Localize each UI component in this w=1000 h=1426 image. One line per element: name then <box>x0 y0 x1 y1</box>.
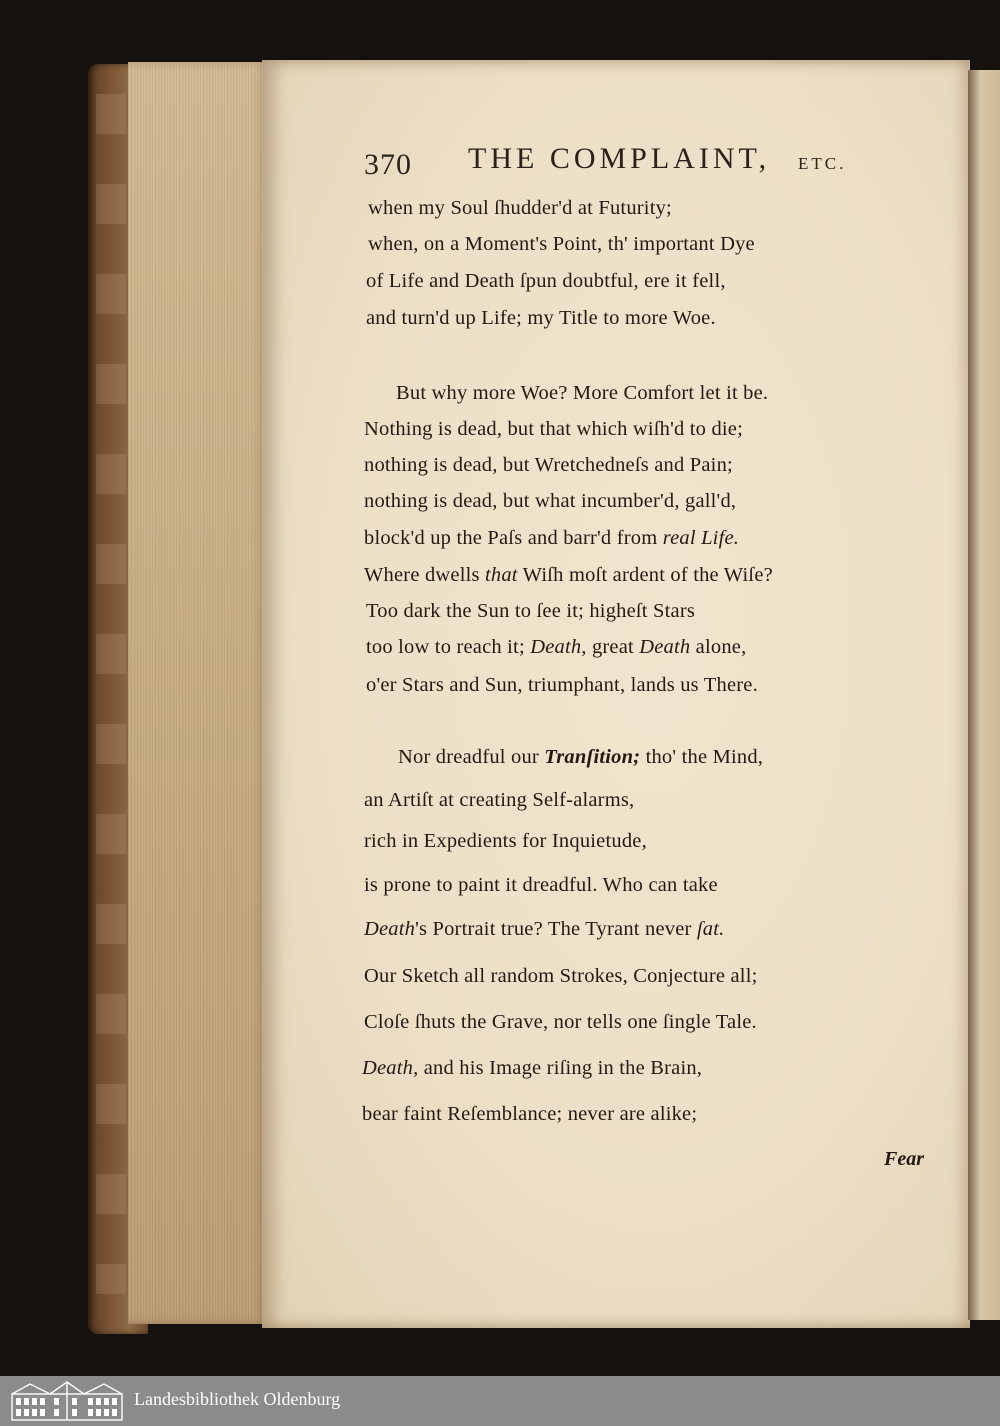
text-line: Nothing is dead, but that which wiſh'd to die; <box>364 418 744 440</box>
text-line: Death, and his Image riſing in the Brain, <box>362 1057 703 1079</box>
text-line: Too dark the Sun to ſee it; higheſt Stars <box>366 600 696 622</box>
catchword: Fear <box>884 1148 924 1170</box>
text-line: of Life and Death ſpun doubtful, ere it fell, <box>366 270 726 292</box>
text-line: block'd up the Paſs and barr'd from real Life. <box>364 527 740 549</box>
running-title: THE COMPLAINT, <box>468 142 771 175</box>
running-header <box>364 142 864 186</box>
page-edges <box>128 62 268 1324</box>
footer-bar <box>0 1376 1000 1426</box>
text-line: Cloſe ſhuts the Grave, nor tells one ſingle Tale. <box>364 1011 757 1033</box>
library-name: Landesbibliothek Oldenburg <box>134 1389 341 1409</box>
facing-page-edge <box>968 70 1000 1320</box>
text-line: o'er Stars and Sun, triumphant, lands us There. <box>366 674 758 696</box>
text-line: bear faint Reſemblance; never are alike; <box>362 1103 698 1125</box>
text-line: when my Soul ſhudder'd at Futurity; <box>368 197 672 219</box>
text-line: Death's Portrait true? The Tyrant never ſat. <box>364 918 725 940</box>
text-line: Nor dreadful our Tranſition; tho' the Mind, <box>398 746 764 768</box>
text-line: is prone to paint it dreadful. Who can take <box>364 874 718 896</box>
page-number: 370 <box>364 148 412 181</box>
text-line: nothing is dead, but Wretchedneſs and Pain; <box>364 454 733 476</box>
library-building-logo <box>10 1380 124 1422</box>
text-line: nothing is dead, but what incumber'd, gall'd, <box>364 490 737 512</box>
text-line: and turn'd up Life; my Title to more Woe. <box>366 307 716 329</box>
text-line: Where dwells that Wiſh moſt ardent of the Wiſe? <box>364 564 773 586</box>
text-line: an Artiſt at creating Self-alarms, <box>364 789 635 811</box>
text-line: Our Sketch all random Strokes, Conjecture all; <box>364 965 758 987</box>
text-line: too low to reach it; Death, great Death alone, <box>366 636 747 658</box>
text-line: when, on a Moment's Point, th' important Dye <box>368 233 755 255</box>
text-line: rich in Expedients for Inquietude, <box>364 830 647 852</box>
running-title-etc: ETC. <box>798 154 847 173</box>
text-line: But why more Woe? More Comfort let it be. <box>396 382 769 404</box>
